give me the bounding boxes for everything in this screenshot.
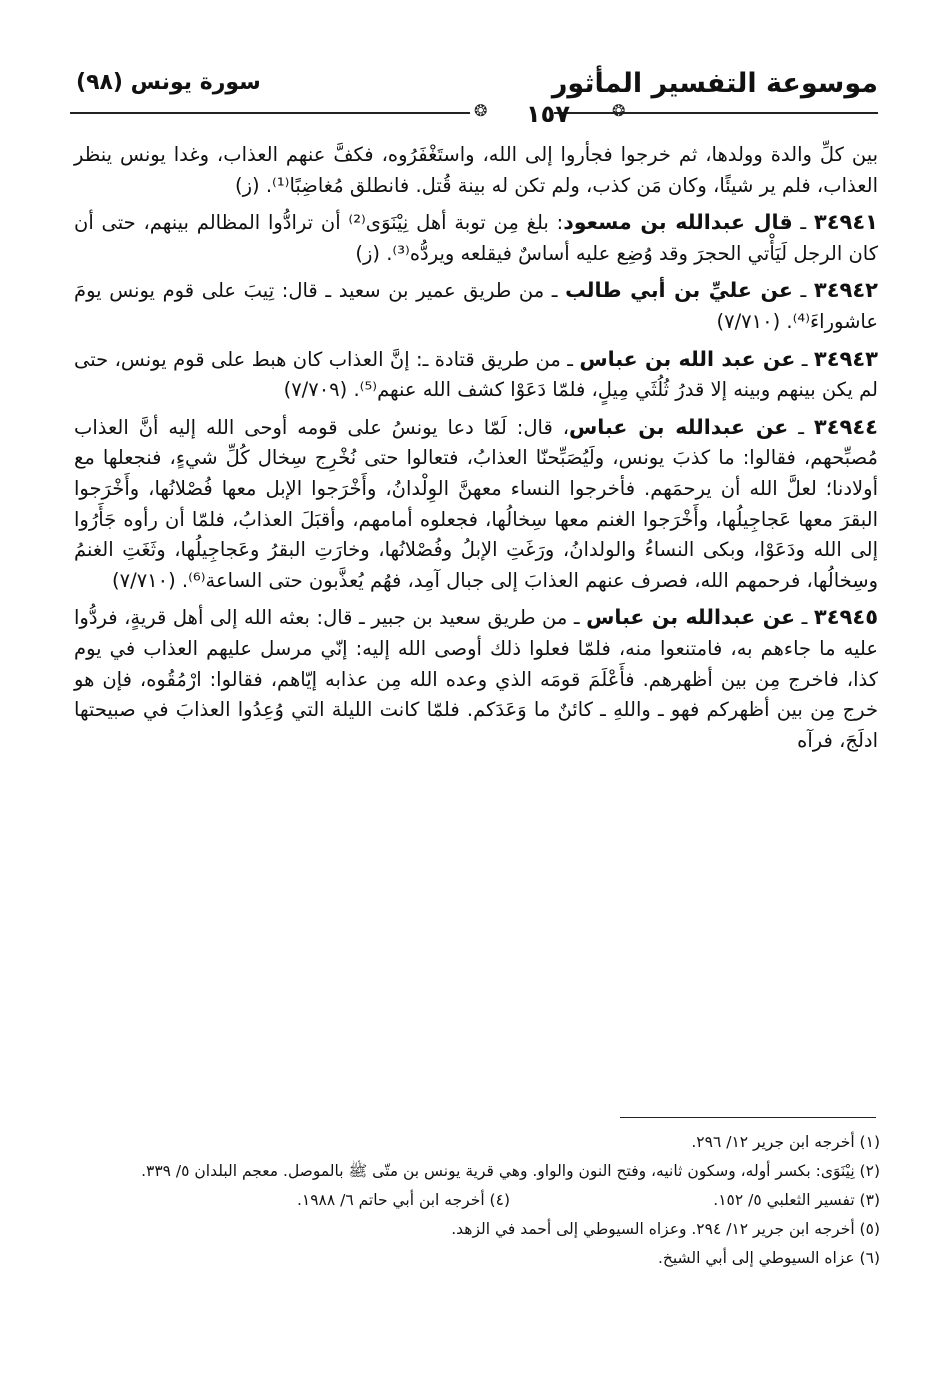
- footnote-2: (٢) نِيْنَوَى: بكسر أوله، وسكون ثانيه، وفتح النون والواو. وهي قرية يونس بن متّى ﷺ بالموصل. معجم البلدان ٥/ ٣٣٩.: [141, 1162, 880, 1180]
- footnote-5: (٥) أخرجه ابن جرير ١٢/ ٢٩٤. وعزاه السيوطي إلى أحمد في الزهد.: [451, 1220, 880, 1238]
- page-header: [70, 62, 878, 128]
- entry-34945: ٣٤٩٤٥ ـ عن عبدالله بن عباس ـ من طريق سعيد بن جبير ـ قال: بعثه الله إلى أهل قريةٍ، فردُّوا عليه ما جاءهم به، فامتنعوا منه، فلمّا فعلوا ذلك أوصى الله إليه: إنّي مرسل عليهم العذاب في يوم كذا، فاخرج مِن بين أظهرهم. فأَعْلَمَ قومَه الذي وعده الله مِن عذابه إيّاهم، فقالوا: ارْمُقُوه، فإن هو خرج مِن بين أظهركم فهو ـ واللهِ ـ كائنٌ ما وَعَدَكم. فلمّا كانت الليلة التي وُعِدُوا العذابَ في صبيحتها ادلَجَ، فرآه: [74, 605, 879, 752]
- entry-text: ـ من طريق قتادة ـ: إنَّ العذاب كان هبط على قوم يونس، حتى لم يكن بينهم وبينه إلا قدرُ ثُلُثَي مِيلٍ، فلمّا دَعَوْا كشف الله عنهم⁽⁵⁾. (٧/٧٠٩): [74, 347, 878, 402]
- footnote-3: (٣) تفسير الثعلبي ٥/ ١٥٢.: [713, 1191, 880, 1209]
- main-text: [74, 140, 878, 762]
- entry-number: ٣٤٩٤٣: [813, 346, 878, 371]
- entry-source: قال عبدالله بن مسعود: [563, 210, 793, 235]
- footnote-4: (٤) أخرجه ابن أبي حاتم ٦/ ١٩٨٨.: [296, 1191, 510, 1209]
- footnotes: [74, 1128, 880, 1273]
- entry-number: ٣٤٩٤١: [813, 210, 878, 235]
- surah-label: سورة يونس (٩٨): [76, 70, 261, 95]
- footnote-1: (١) أخرجه ابن جرير ١٢/ ٢٩٦.: [691, 1133, 880, 1151]
- entry-source: عن عبدالله بن عباس: [569, 414, 789, 439]
- entry-34941: ٣٤٩٤١ ـ قال عبدالله بن مسعود: بلغ مِن توبة أهل نِيْنَوَى⁽²⁾ أن ترادُّوا المظالم بينهم، حتى أن كان الرجل لَيَأْتي الحجرَ وقد وُضِع عليه أساسٌ فيقلعه ويردُّه⁽³⁾. (ز): [74, 210, 878, 265]
- header-rule-left: [70, 112, 470, 114]
- entry-source: عن عليِّ بن أبي طالب: [565, 278, 793, 303]
- footnote-separator: [620, 1117, 876, 1118]
- page-number: ١٥٧: [526, 100, 570, 128]
- footnote-6: (٦) عزاه السيوطي إلى أبي الشيخ.: [657, 1249, 880, 1267]
- entry-number: ٣٤٩٤٥: [813, 605, 879, 630]
- entry-source: عن عبدالله بن عباس: [586, 605, 796, 630]
- ornament-icon: ❂: [474, 101, 488, 120]
- entry-source: عن عبد الله بن عباس: [579, 346, 796, 371]
- entry-text: : بلغ مِن توبة أهل نِيْنَوَى⁽²⁾ أن ترادُّوا المظالم بينهم، حتى أن كان الرجل لَيَأْتي الحجرَ وقد وُضِع عليه أساسٌ فيقلعه ويردُّه⁽³⁾. (ز): [74, 211, 878, 265]
- entry-34944: ٣٤٩٤٤ ـ عن عبدالله بن عباس، قال: لَمّا دعا يونسُ على قومه أوحى الله إليه أنَّ العذاب مُصبِّحهم، فقالوا: ما كذبَ يونس، ولَيُصَبِّحنّا العذابُ، فتعالوا حتى نُخْرِج سِخال كُلِّ شيءٍ، فنجعلها مع أولادنا؛ لعلَّ الله أن يرحمَهم. فأخرجوا النساء معهنَّ الوِلْدانُ، وأَخْرَجوا الإبل معها فُصْلانُها، وأَخْرَجوا البقرَ معها عَجاجِيلُها، وأَخْرَجوا الغنم معها سِخالُها، فجعلوه أمامهم، وأقبَلَ العذابُ، فلمّا أن رأوه جَأَرُوا إلى الله ودَعَوْا، وبكى النساءُ والولدانُ، ورَغَتِ الإبلُ وفُصْلانُها، وخارَتِ البقرُ وعَجاجِيلُها، وثَغَتِ الغنمُ وسِخالُها، فرحمهم الله، فصرف عنهم العذابَ إلى جبال آمِد، فهُم يُعذَّبون حتى الساعة⁽⁶⁾. (٧/٧١٠): [74, 414, 878, 592]
- entry-text: ، قال: لَمّا دعا يونسُ على قومه أوحى الله إليه أنَّ العذاب مُصبِّحهم، فقالوا: ما كذبَ يونس، ولَيُصَبِّحنّا العذابُ، فتعالوا حتى نُخْرِج سِخال كُلِّ شيءٍ، فنجعلها مع أولادنا؛ لعلَّ الله أن يرحمَهم. فأخرجوا النساء معهنَّ الوِلْدانُ، وأَخْرَجوا الإبل معها فُصْلانُها، وأَخْرَجوا البقرَ معها عَجاجِيلُها، وأَخْرَجوا الغنم معها سِخالُها، فجعلوه أمامهم، وأقبَلَ العذابُ، فلمّا أن رأوه جَأَرُوا إلى الله ودَعَوْا، وبكى النساءُ والولدانُ، ورَغَتِ الإبلُ وفُصْلانُها، وخارَتِ البقرُ وعَجاجِيلُها، وثَغَتِ الغنمُ وسِخالُها، فرحمهم الله، فصرف عنهم العذابَ إلى جبال آمِد، فهُم يُعذَّبون حتى الساعة⁽⁶⁾. (٧/٧١٠): [74, 415, 878, 592]
- entry-text: ـ من طريق سعيد بن جبير ـ قال: بعثه الله إلى أهل قريةٍ، فردُّوا عليه ما جاءهم به، فامتنعوا منه، فلمّا فعلوا ذلك أوصى الله إليه: إنّي مرسل عليهم العذاب في يوم كذا، فاخرج مِن بين أظهرهم. فأَعْلَمَ قومَه الذي وعده الله مِن عذابه إيّاهم، فقالوا: ارْمُقُوه، فإن هو خرج مِن بين أظهركم فهو ـ واللهِ ـ كائنٌ ما وَعَدَكم. فلمّا كانت الليلة التي وُعِدُوا العذابَ في صبيحتها ادلَجَ، فرآه: [74, 606, 878, 752]
- continuation-paragraph: بين كلِّ والدة وولدها، ثم خرجوا فجأروا إلى الله، واستَغْفَرُوه، فكفَّ عنهم العذاب، وغدا يونس ينظر العذاب، فلم ير شيئًا، وكان مَن كذب، ولم تكن له بينة قُتل. فانطلق مُغاضِبًا⁽¹⁾. (ز): [74, 143, 878, 197]
- entry-number: ٣٤٩٤٢: [813, 278, 878, 303]
- entry-number: ٣٤٩٤٤: [813, 414, 878, 439]
- entry-text: ـ من طريق عمير بن سعيد ـ قال: تِيبَ على قوم يونس يومَ عاشوراءَ⁽⁴⁾. (٧/٧١٠): [74, 279, 878, 333]
- ornament-icon: ❂: [612, 101, 626, 120]
- book-title: موسوعة التفسير المأثور: [551, 68, 878, 99]
- entry-34943: ٣٤٩٤٣ ـ عن عبد الله بن عباس ـ من طريق قتادة ـ: إنَّ العذاب كان هبط على قوم يونس، حتى لم يكن بينهم وبينه إلا قدرُ ثُلُثَي مِيلٍ، فلمّا دَعَوْا كشف الله عنهم⁽⁵⁾. (٧/٧٠٩): [74, 346, 878, 402]
- footnote-row: [74, 1186, 880, 1215]
- entry-34942: ٣٤٩٤٢ ـ عن عليِّ بن أبي طالب ـ من طريق عمير بن سعيد ـ قال: تِيبَ على قوم يونس يومَ عاشوراءَ⁽⁴⁾. (٧/٧١٠): [74, 278, 878, 333]
